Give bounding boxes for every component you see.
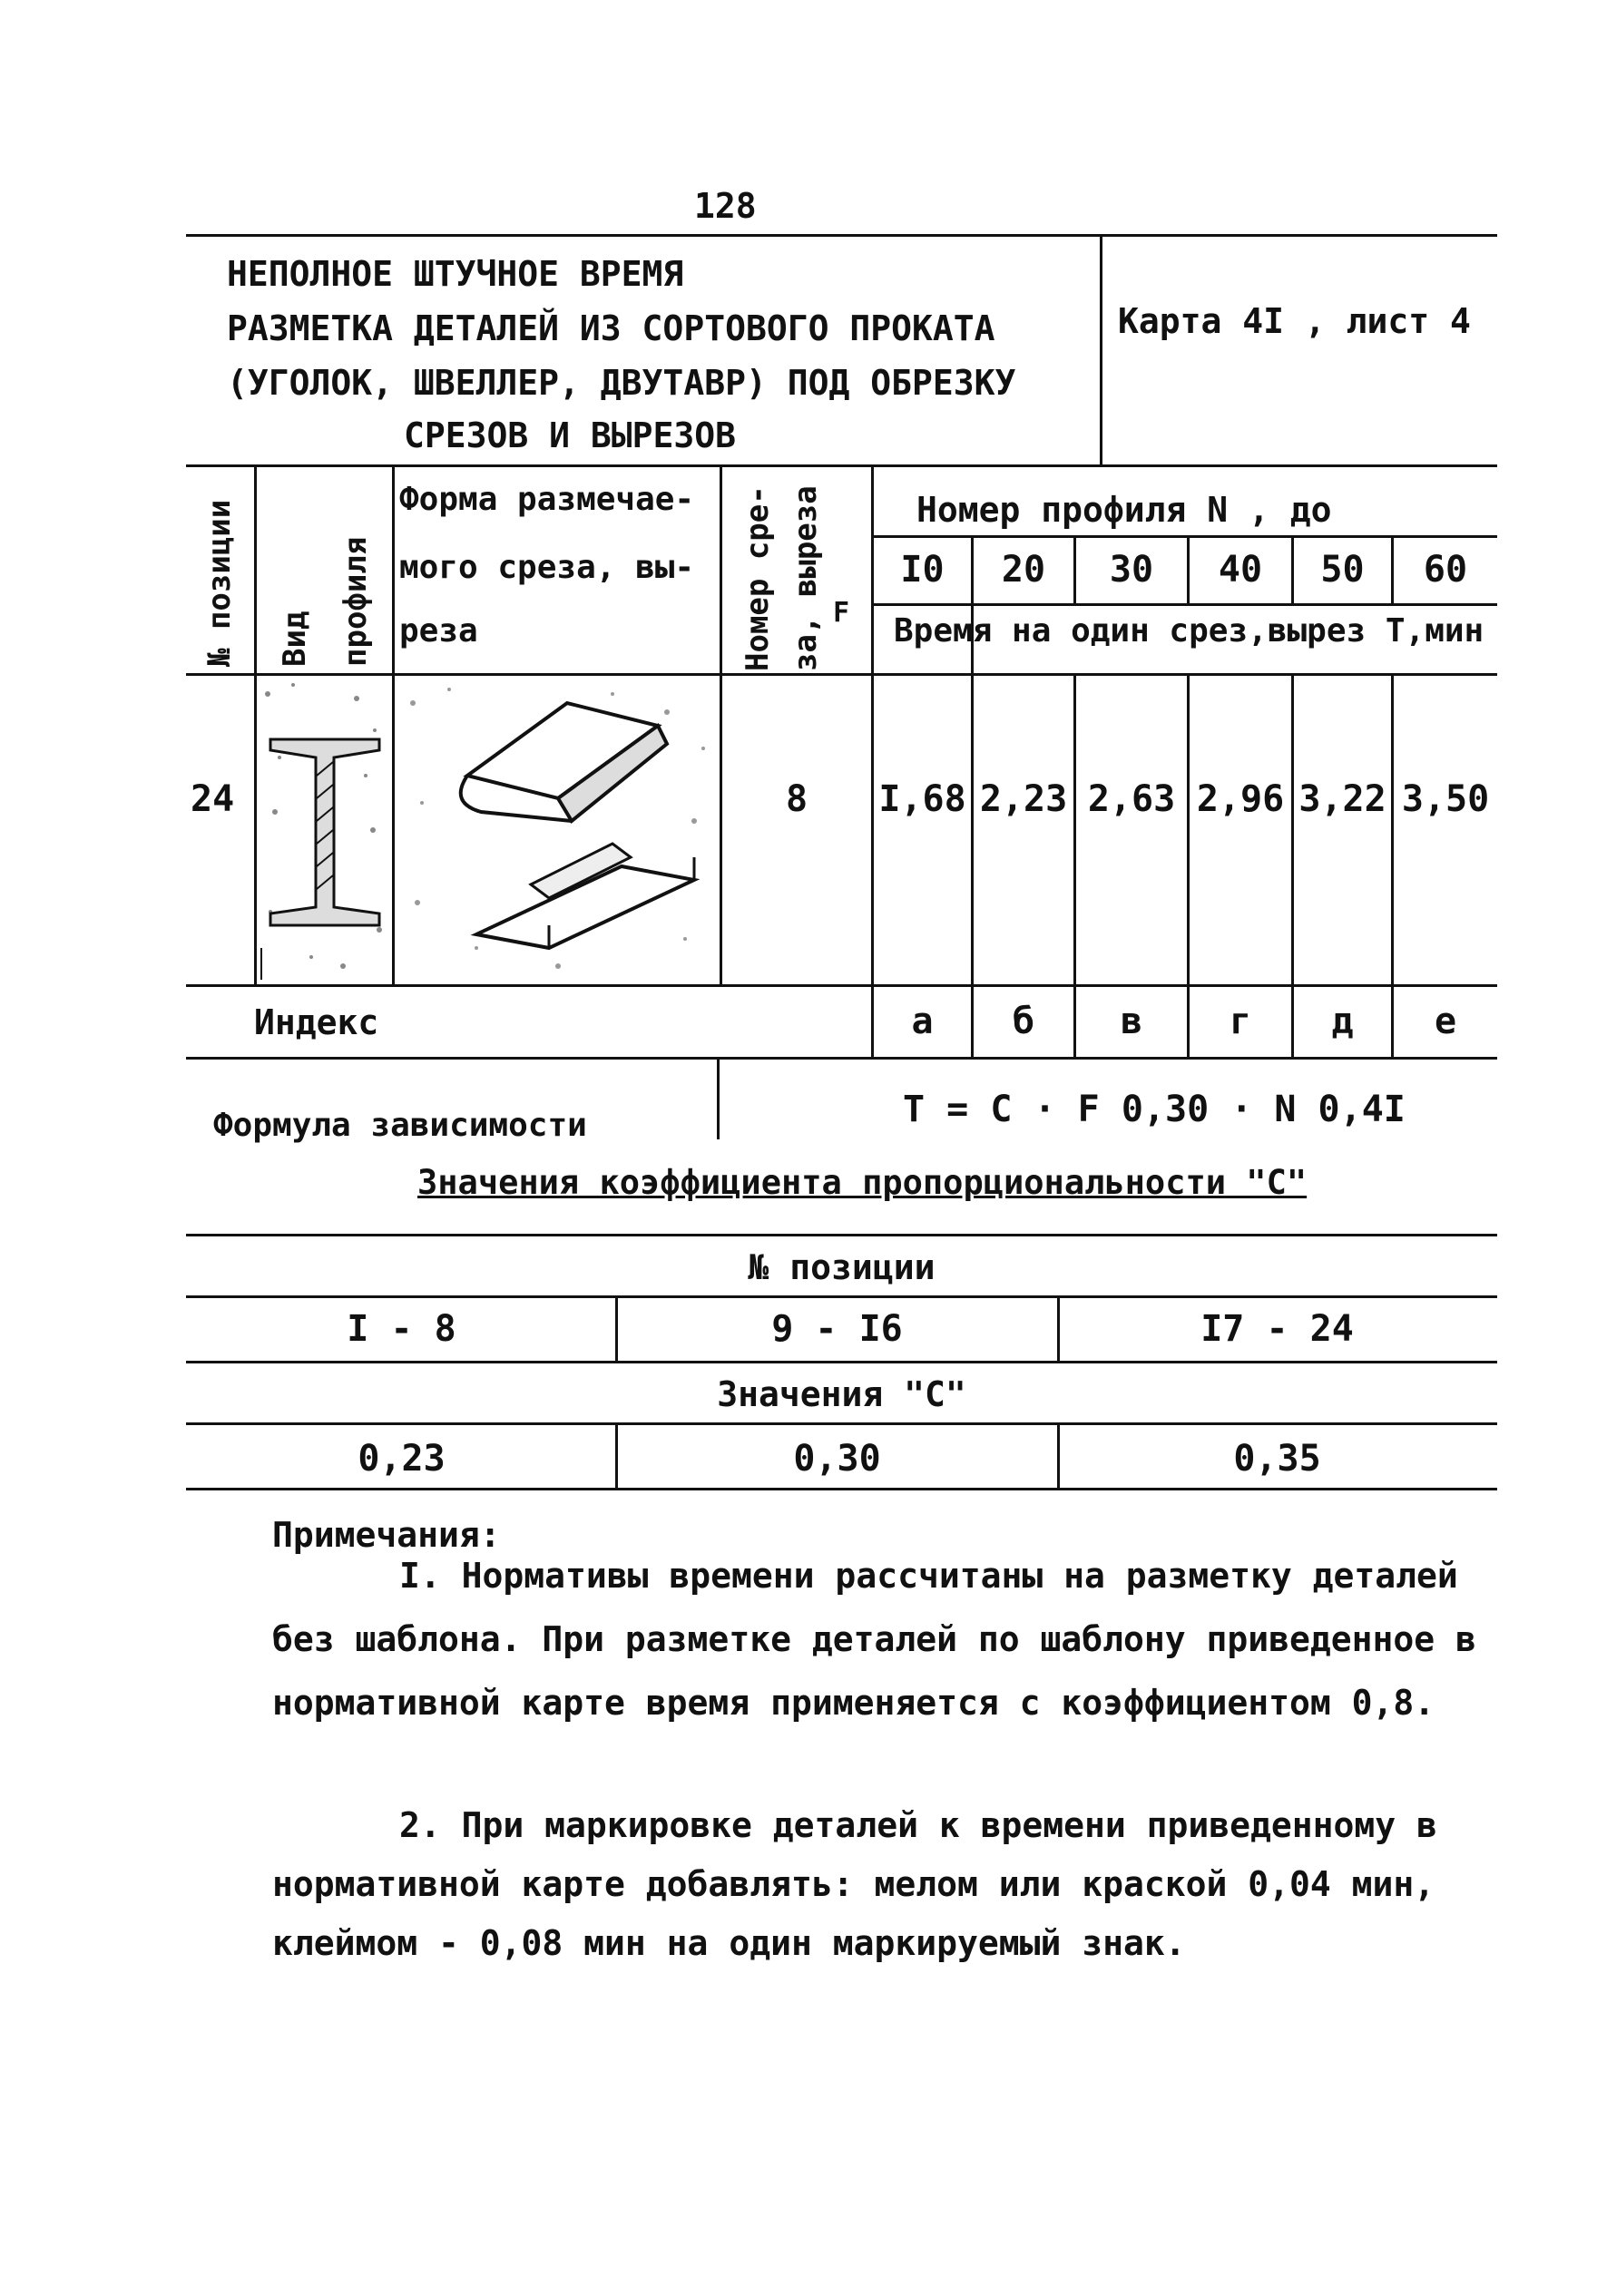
cut-number-header-1: Номер сре- (740, 485, 776, 671)
header-line-4: СРЕЗОВ И ВЫРЕЗОВ (404, 415, 737, 455)
note-1-line-3: нормативной карте время применяется с коэффициентом 0,8. (272, 1683, 1435, 1723)
profile-number: I0 (900, 549, 945, 591)
val-rule-3b (1187, 673, 1190, 1057)
form-header-3: реза (399, 612, 478, 650)
formula: T = C · F 0,30 · N 0,4I (903, 1089, 1406, 1130)
coef-value: 0,30 (793, 1438, 881, 1480)
coef-range-rule (186, 1361, 1497, 1363)
index-value: г (1229, 1001, 1252, 1042)
coef-top-rule (186, 1234, 1497, 1236)
coef-values-header-rule (186, 1422, 1497, 1425)
note-1-line-2: без шаблона. При разметке деталей по шаблону приведенное в (272, 1619, 1476, 1659)
row-cut-number: 8 (786, 778, 808, 820)
index-row-bottom-rule (186, 1057, 1497, 1060)
coef-range: 9 - I6 (771, 1308, 903, 1350)
notes-heading: Примечания: (272, 1515, 501, 1555)
coef-header-rule (186, 1295, 1497, 1298)
table-row-bottom-rule (186, 984, 1497, 987)
row-value: 3,22 (1298, 778, 1386, 820)
coef-rule-2 (1057, 1295, 1060, 1361)
note-2-line-3: клеймом - 0,08 мин на один маркируемый знак. (272, 1923, 1186, 1963)
time-header: Время на один срез,вырез Т,мин (894, 612, 1484, 650)
row-value: 2,96 (1196, 778, 1285, 820)
val-rule-5b (1391, 673, 1394, 1057)
profile-number: 60 (1423, 549, 1468, 591)
cut-number-symbol: F (833, 597, 850, 629)
coef-position-header: № позиции (748, 1247, 936, 1287)
header-line-1: НЕПОЛНОЕ ШТУЧНОЕ ВРЕМЯ (227, 254, 684, 294)
col-position-header: № позиции (201, 499, 238, 667)
coef-range: I - 8 (347, 1308, 456, 1350)
form-header-2: мого среза, вы- (399, 549, 695, 586)
header-line-3: (УГОЛОК, ШВЕЛЛЕР, ДВУТАВР) ПОД ОБРЕЗКУ (227, 363, 1016, 403)
index-value: а (911, 1001, 934, 1042)
table-top-rule (186, 464, 1497, 467)
coef-value: 0,23 (358, 1438, 446, 1480)
cut-number-header-2: за, выреза (788, 485, 824, 671)
header-divider (1100, 234, 1102, 465)
index-value: д (1331, 1001, 1354, 1042)
coef-rule-3 (615, 1422, 618, 1488)
col-rule-3 (720, 464, 722, 984)
row-value: 2,63 (1087, 778, 1176, 820)
col-profile-header: профиля (338, 536, 374, 667)
row-value: 2,23 (979, 778, 1068, 820)
index-value: е (1434, 1001, 1457, 1042)
index-value: в (1120, 1001, 1143, 1042)
coef-value: 0,35 (1233, 1438, 1321, 1480)
coef-rule-1 (615, 1295, 618, 1361)
row-value: I,68 (878, 778, 966, 820)
profile-number: 50 (1320, 549, 1365, 591)
formula-divider (717, 1060, 720, 1139)
index-label: Индекс (254, 1002, 379, 1042)
profile-number: 30 (1109, 549, 1154, 591)
row-value: 3,50 (1401, 778, 1490, 820)
note-2-line-2: нормативной карте добавлять: мелом или краской 0,04 мин, (272, 1864, 1435, 1904)
coef-bottom-rule (186, 1488, 1497, 1490)
formula-label: Формула зависимости (213, 1107, 587, 1144)
profile-number: 40 (1218, 549, 1263, 591)
coef-title: Значения коэффициента пропорциональности "С" (417, 1163, 1308, 1202)
row-position: 24 (191, 778, 235, 820)
cut-form-image (395, 676, 720, 984)
col-view-header: Вид (277, 611, 313, 667)
val-rule-2b (1073, 673, 1076, 1057)
form-header-1: Форма размечае- (399, 481, 695, 518)
val-rule-4b (1291, 673, 1294, 1057)
card-number: Карта 4I , лист 4 (1118, 301, 1471, 341)
coef-range: I7 - 24 (1200, 1308, 1354, 1350)
page-number: 128 (694, 186, 757, 226)
index-value: б (1012, 1001, 1035, 1042)
coef-values-header: Значения "С" (717, 1374, 966, 1414)
note-2-line-1: 2. При маркировке деталей к времени приведенному в (399, 1805, 1437, 1845)
profile-header-rule (871, 535, 1497, 538)
header-line-2: РАЗМЕТКА ДЕТАЛЕЙ ИЗ СОРТОВОГО ПРОКАТА (227, 308, 995, 348)
coef-rule-4 (1057, 1422, 1060, 1488)
profile-header: Номер профиля N , до (916, 490, 1332, 530)
header-top-rule (186, 234, 1497, 237)
ibeam-profile-image (257, 676, 392, 984)
time-header-rule (871, 603, 1497, 606)
profile-number: 20 (1001, 549, 1046, 591)
note-1-line-1: I. Нормативы времени рассчитаны на разметку деталей (399, 1556, 1458, 1596)
